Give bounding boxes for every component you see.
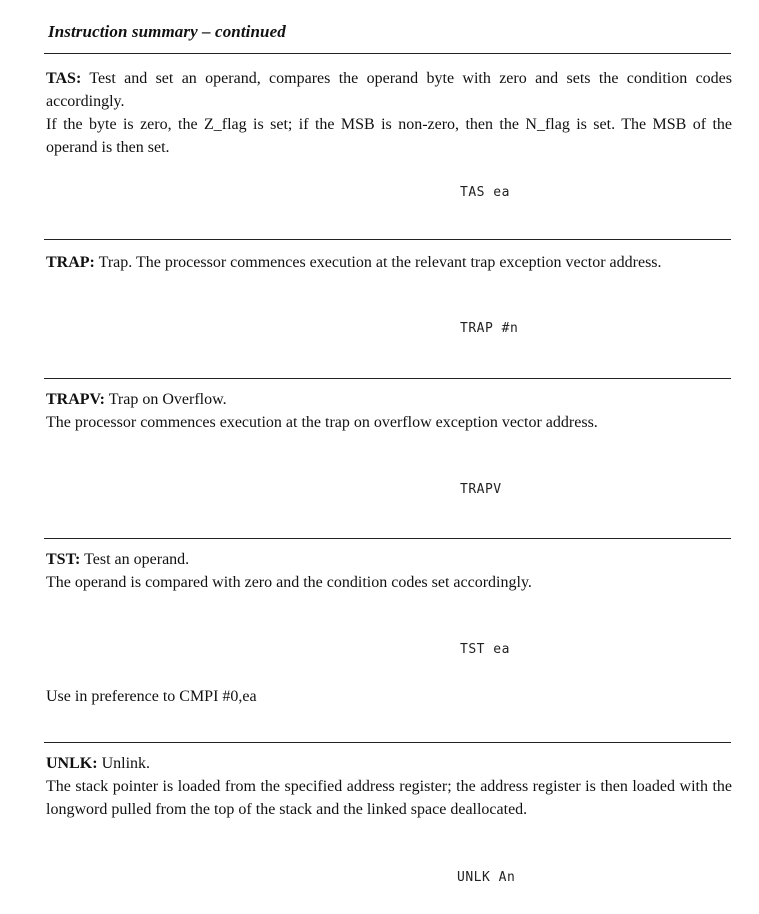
trapv-lead: Trap on Overflow. xyxy=(108,391,227,408)
tas-mnemonic: TAS: xyxy=(46,70,82,87)
trapv-detail: The processor commences execution at the trap on overflow exception vector address. xyxy=(46,414,598,431)
trap-syntax: TRAP #n xyxy=(460,321,519,336)
trap-mnemonic: TRAP: xyxy=(46,254,95,271)
divider-rule xyxy=(44,538,731,539)
tas-syntax: TAS ea xyxy=(460,185,510,200)
tst-detail: The operand is compared with zero and the condition codes set accordingly. xyxy=(46,574,532,591)
tst-lead: Test an operand. xyxy=(84,551,190,568)
divider-rule xyxy=(44,53,731,54)
trapv-mnemonic: TRAPV: xyxy=(46,391,105,408)
tas-lead: Test and set an operand, compares the operand byte with zero and sets the condition codes accordingly. xyxy=(46,70,733,110)
unlk-lead: Unlink. xyxy=(101,755,151,772)
unlk-mnemonic: UNLK: xyxy=(46,755,98,772)
trap-description xyxy=(46,251,732,274)
unlk-description xyxy=(46,752,732,775)
unlk-detail: The stack pointer is loaded from the specified address register; the address register is then loaded with the longword pulled from the top of the stack and the linked space deallocated. xyxy=(46,778,732,818)
divider-rule xyxy=(44,378,731,379)
tas-description xyxy=(46,67,732,113)
tst-description xyxy=(46,548,732,571)
tst-syntax: TST ea xyxy=(460,642,510,657)
page-heading: Instruction summary – continued xyxy=(48,22,286,41)
divider-rule xyxy=(44,742,731,743)
trapv-syntax: TRAPV xyxy=(460,482,502,497)
unlk-syntax: UNLK An xyxy=(457,870,516,885)
divider-rule xyxy=(44,239,731,240)
trap-lead: Trap. The processor commences execution at the relevant trap exception vector address. xyxy=(98,254,662,271)
trapv-description xyxy=(46,388,732,411)
tst-mnemonic: TST: xyxy=(46,551,81,568)
tas-detail: If the byte is zero, the Z_flag is set; if the MSB is non-zero, then the N_flag is set. The MSB of the operand is then set. xyxy=(46,116,732,156)
tst-note: Use in preference to CMPI #0,ea xyxy=(46,688,257,705)
